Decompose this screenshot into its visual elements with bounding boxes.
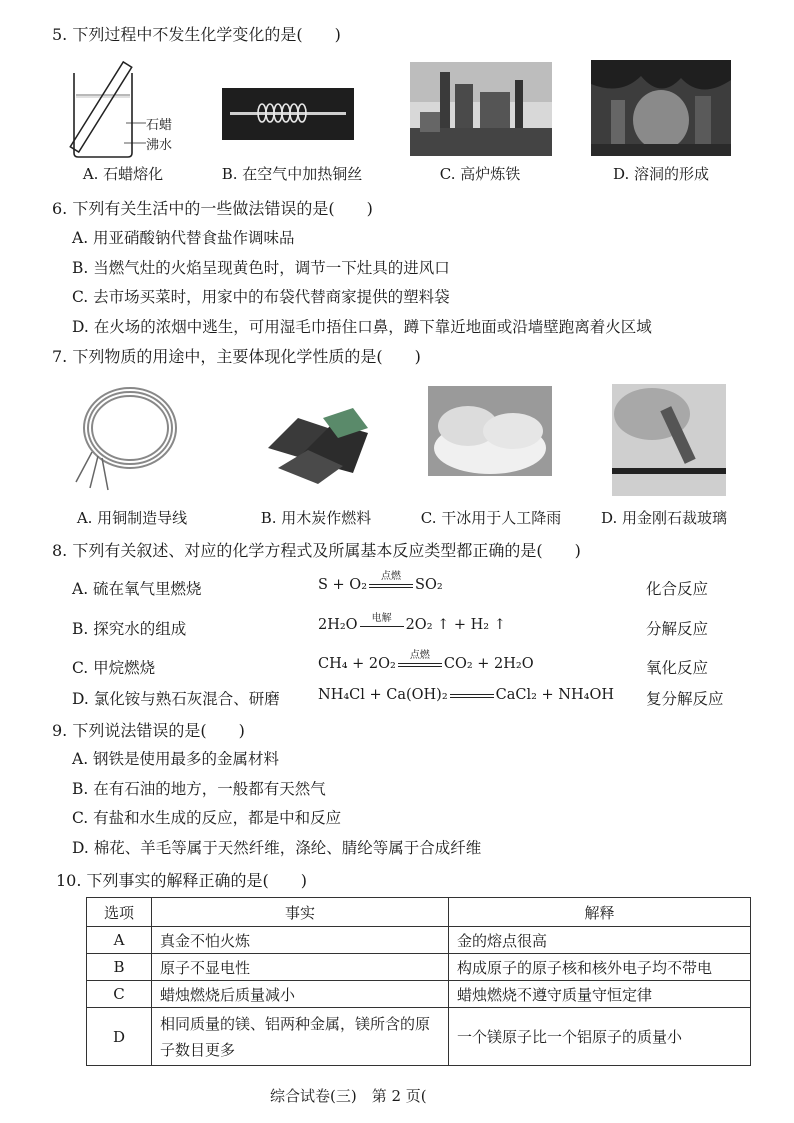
q7-stem: 7. 下列物质的用途中，主要体现化学性质的是( ) bbox=[52, 347, 421, 366]
q8-row-b-type: 分解反应 bbox=[646, 620, 709, 638]
q5-option-b: B. 在空气中加热铜丝 bbox=[221, 165, 363, 183]
row-a-fact: 真金不怕火炼 bbox=[152, 927, 449, 954]
q8-row-a-desc: A. 硫在氧气里燃烧 bbox=[72, 580, 202, 598]
row-b-fact: 原子不显电性 bbox=[152, 954, 449, 981]
row-a-reason: 金的熔点很高 bbox=[449, 927, 751, 954]
q5-stem: 5. 下列过程中不发生化学变化的是( ) bbox=[52, 25, 341, 44]
q9-option-c: C. 有盐和水生成的反应，都是中和反应 bbox=[72, 809, 342, 827]
row-b-reason: 构成原子的原子核和核外电子均不带电 bbox=[449, 954, 751, 981]
row-c-option: C bbox=[87, 981, 152, 1008]
table-row bbox=[87, 954, 751, 981]
q6-option-a: A. 用亚硝酸钠代替食盐作调味品 bbox=[72, 229, 295, 247]
q8-row-b-equation: 2H₂O 电解 2O₂ ↑ + H₂ ↑ bbox=[318, 612, 506, 633]
q7-option-d: D. 用金刚石裁玻璃 bbox=[600, 509, 728, 527]
q8-row-a-equation: S + O₂ 点燃 SO₂ bbox=[318, 571, 443, 593]
page-footer: 综合试卷(三) 第 2 页( bbox=[270, 1087, 427, 1105]
q8-row-c-equation: CH₄ + 2O₂ 点燃 CO₂ + 2H₂O bbox=[318, 650, 534, 672]
dry-ice-photo bbox=[428, 386, 552, 476]
table-header-row bbox=[87, 898, 751, 927]
charcoal-photo bbox=[258, 388, 386, 488]
q8-row-d-equation: NH₄Cl + Ca(OH)₂ CaCl₂ + NH₄OH bbox=[318, 687, 614, 703]
copper-wire-photo bbox=[222, 88, 354, 140]
q9-option-b: B. 在有石油的地方，一般都有天然气 bbox=[72, 780, 326, 798]
header-fact: 事实 bbox=[152, 898, 449, 927]
q8-row-d-desc: D. 氯化铵与熟石灰混合、研磨 bbox=[72, 690, 280, 708]
label-wax: 石蜡 bbox=[146, 118, 173, 133]
table-row bbox=[87, 1008, 751, 1066]
q8-row-b-desc: B. 探究水的组成 bbox=[72, 620, 187, 638]
q5-option-c: C. 高炉炼铁 bbox=[439, 165, 521, 183]
q10-table bbox=[86, 897, 751, 1066]
q9-stem: 9. 下列说法错误的是( ) bbox=[52, 721, 245, 740]
row-d-reason: 一个镁原子比一个铝原子的质量小 bbox=[449, 1008, 751, 1066]
q5-option-d: D. 溶洞的形成 bbox=[612, 165, 710, 183]
q6-option-b: B. 当燃气灶的火焰呈现黄色时，调节一下灶具的进风口 bbox=[72, 259, 450, 277]
table-row bbox=[87, 981, 751, 1008]
q8-row-c-type: 氧化反应 bbox=[646, 659, 709, 677]
q7-option-b: B. 用木炭作燃料 bbox=[260, 509, 372, 527]
q7-option-c: C. 干冰用于人工降雨 bbox=[420, 509, 562, 527]
q7-option-a: A. 用铜制造导线 bbox=[76, 509, 188, 527]
blast-furnace-photo bbox=[410, 62, 552, 156]
q6-stem: 6. 下列有关生活中的一些做法错误的是( ) bbox=[52, 199, 373, 218]
row-c-reason: 蜡烛燃烧不遵守质量守恒定律 bbox=[449, 981, 751, 1008]
header-option: 选项 bbox=[87, 898, 152, 927]
q8-stem: 8. 下列有关叙述、对应的化学方程式及所属基本反应类型都正确的是( ) bbox=[52, 541, 581, 560]
q9-option-a: A. 钢铁是使用最多的金属材料 bbox=[72, 750, 280, 768]
row-a-option: A bbox=[87, 927, 152, 954]
header-reason: 解释 bbox=[449, 898, 751, 927]
q8-row-c-desc: C. 甲烷燃烧 bbox=[72, 659, 156, 677]
cave-photo bbox=[591, 60, 731, 156]
q8-row-d-type: 复分解反应 bbox=[646, 690, 724, 708]
row-d-fact: 相同质量的镁、铝两种金属，镁所含的原子数目更多 bbox=[152, 1008, 449, 1066]
diamond-cutter-photo bbox=[612, 384, 726, 496]
q6-option-d: D. 在火场的浓烟中逃生，可用湿毛巾捂住口鼻，蹲下靠近地面或沿墙壁跑离着火区域 bbox=[72, 318, 652, 336]
row-d-option: D bbox=[87, 1008, 152, 1066]
row-c-fact: 蜡烛燃烧后质量减小 bbox=[152, 981, 449, 1008]
q5-option-a: A. 石蜡熔化 bbox=[82, 165, 164, 183]
row-b-option: B bbox=[87, 954, 152, 981]
table-row bbox=[87, 927, 751, 954]
q9-option-d: D. 棉花、羊毛等属于天然纤维，涤纶、腈纶等属于合成纤维 bbox=[72, 839, 482, 857]
copper-wire-coil-photo bbox=[72, 382, 182, 494]
label-boiling-water: 沸水 bbox=[146, 138, 173, 153]
q10-stem: 10. 下列事实的解释正确的是( ) bbox=[56, 871, 308, 890]
q8-row-a-type: 化合反应 bbox=[646, 580, 709, 598]
q6-option-c: C. 去市场买菜时，用家中的布袋代替商家提供的塑料袋 bbox=[72, 288, 450, 306]
